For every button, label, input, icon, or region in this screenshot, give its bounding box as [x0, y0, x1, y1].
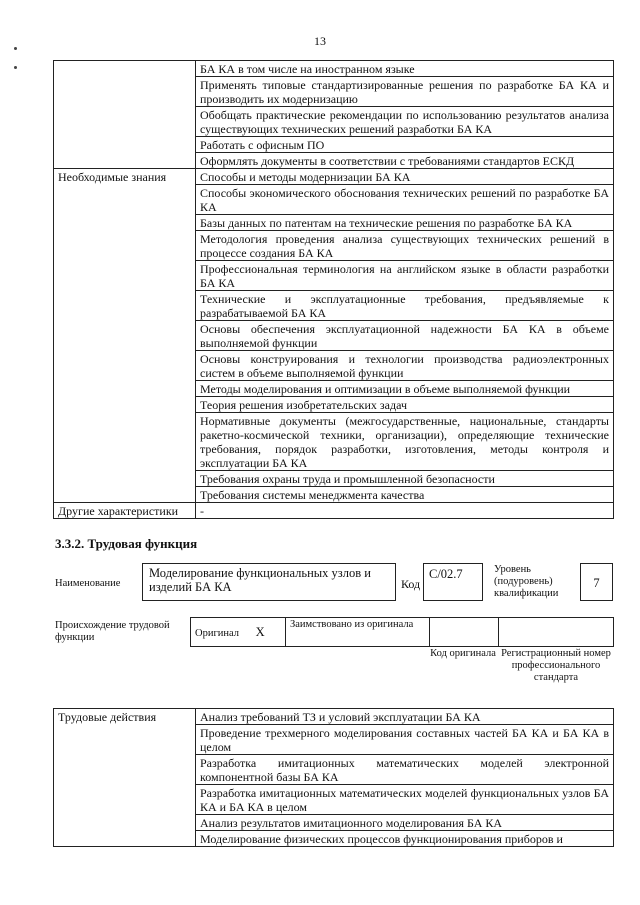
reg-caption: Регистрационный номер профессионального стандарта: [501, 648, 611, 683]
table-cell: -: [196, 503, 614, 519]
table-cell: Разработка имитационных математических моделей функциональных узлов БА КА и БА КА в целом: [196, 785, 614, 815]
function-code: C/02.7: [429, 567, 463, 581]
original-mark: X: [255, 624, 265, 639]
original-label: Оригинал: [195, 627, 239, 639]
table-cell: Способы экономического обоснования технических решений по разработке БА КА: [196, 185, 614, 215]
actions-table: [53, 708, 614, 847]
table-cell: Применять типовые стандартизированные решения по разработке БА КА и производить их модернизацию: [196, 77, 614, 107]
table-cell: Методология проведения анализа существующих технических решений в процессе создания БА КА: [196, 231, 614, 261]
name-label: Наименование: [55, 578, 121, 589]
table-cell: Требования системы менеджмента качества: [196, 487, 614, 503]
table-cell: Анализ результатов имитационного моделирования БА КА: [196, 815, 614, 831]
table-cell: Моделирование физических процессов функционирования приборов и: [196, 831, 614, 847]
table-cell: Методы моделирования и оптимизации в объеме выполняемой функции: [196, 381, 614, 397]
table-row: [54, 169, 614, 185]
table-cell: БА КА в том числе на иностранном языке: [196, 61, 614, 77]
scan-mark: [14, 66, 17, 69]
page-number: 13: [314, 34, 326, 48]
function-name: Моделирование функциональных узлов и изделий БА КА: [149, 566, 371, 594]
level-box: [580, 563, 613, 601]
table-row: [54, 503, 614, 519]
table-cell: Разработка имитационных математических моделей электронной компонентной базы БА КА: [196, 755, 614, 785]
row-label: Необходимые знания: [54, 169, 196, 503]
origin-code-cell: [430, 618, 499, 647]
original-cell: [191, 618, 286, 647]
origin-table: [190, 617, 614, 647]
borrowed-label: Заимствовано из оригинала: [290, 619, 414, 630]
table-cell: Оформлять документы в соответствии с требованиями стандартов ЕСКД: [196, 153, 614, 169]
table-cell: Теория решения изобретательских задач: [196, 397, 614, 413]
table-row: [54, 61, 614, 77]
row-label: Другие характеристики: [54, 503, 196, 519]
table-cell: Профессиональная терминология на английском языке в области разработки БА КА: [196, 261, 614, 291]
table-cell: Проведение трехмерного моделирования составных частей БА КА и БА КА в целом: [196, 725, 614, 755]
table-cell: Способы и методы модернизации БА КА: [196, 169, 614, 185]
table-row: [54, 709, 614, 725]
level-value: 7: [593, 576, 600, 590]
table-cell: Работать с офисным ПО: [196, 137, 614, 153]
row-label: Трудовые действия: [54, 709, 196, 847]
function-code-box: [423, 563, 483, 601]
knowledge-table: [53, 60, 614, 519]
code-label: Код: [401, 577, 421, 591]
table-cell: Основы конструирования и технологии производства радиоэлектронных систем в объеме выполняемой функции: [196, 351, 614, 381]
table-cell: Базы данных по патентам на технические решения по разработке БА КА: [196, 215, 614, 231]
section-title: 3.3.2. Трудовая функция: [55, 536, 198, 551]
row-label: [54, 61, 196, 169]
table-cell: Технические и эксплуатационные требования, предъявляемые к разрабатываемой БА КА: [196, 291, 614, 321]
table-cell: Обобщать практические рекомендации по использованию результатов анализа существующих технических решений разработки БА КА: [196, 107, 614, 137]
table-cell: Анализ требований ТЗ и условий эксплуатации БА КА: [196, 709, 614, 725]
code-caption: Код оригинала: [430, 648, 496, 659]
origin-reg-cell: [499, 618, 614, 647]
level-label: Уровень (подуровень) квалификации: [494, 564, 559, 599]
table-cell: Основы обеспечения эксплуатационной надежности БА КА в объеме выполняемой функции: [196, 321, 614, 351]
function-name-box: [142, 563, 396, 601]
table-cell: Нормативные документы (межгосударственные, национальные, стандарты ракетно-космической техники, организации), определяющие технические требования, порядок разработки, изготовления, методы контроля и эксплуатации БА КА: [196, 413, 614, 471]
borrowed-cell: [286, 618, 430, 647]
table-cell: Требования охраны труда и промышленной безопасности: [196, 471, 614, 487]
origin-label: Происхождение трудовой функции: [55, 620, 170, 643]
